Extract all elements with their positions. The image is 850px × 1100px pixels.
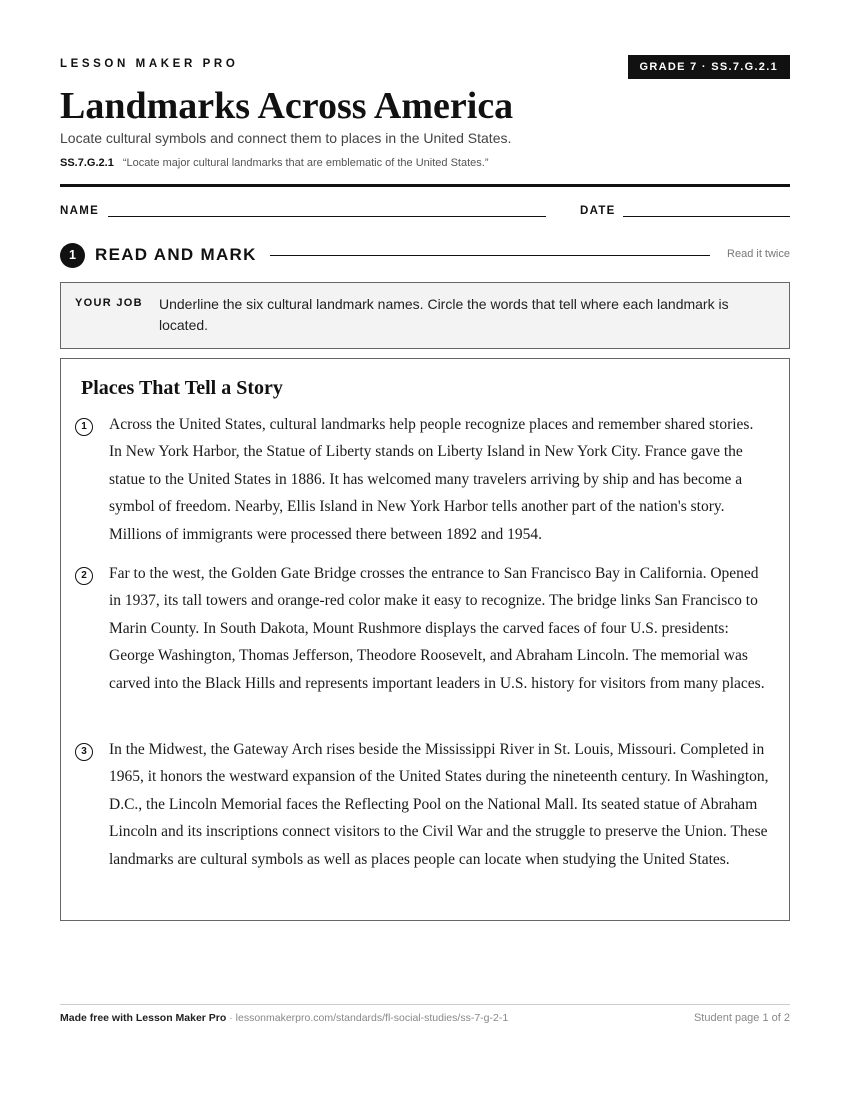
paragraph-text: Across the United States, cultural landmarks help people recognize places and remember shared stories. In New York Harbor, the Statue of Liberty stands on Liberty Island in New York City. France gave the statue to the United States in 1886. It has welcomed many travelers arriving by ship and has become a symbol of freedom. Nearby, Ellis Island in New York Harbor tells another part of the nation's story. Millions of immigrants were processed there between 1892 and 1954.: [109, 416, 754, 543]
instructions-text: Underline the six cultural landmark names. Circle the words that tell where each landmark is located.: [159, 296, 729, 333]
name-label: NAME: [60, 205, 100, 217]
paragraph-text: Far to the west, the Golden Gate Bridge crosses the entrance to San Francisco Bay in California. Opened in 1937, its tall towers and orange-red color make it easy to recognize. The bridge links San Francisco to Marin County. In South Dakota, Mount Rushmore displays the carved faces of four U.S. presidents: George Washington, Thomas Jefferson, Theodore Roosevelt, and Abraham Lincoln. The memorial was carved into the Black Hills and represents important leaders in U.S. history for visitors from many places.: [109, 565, 765, 692]
footer-credit: [60, 1012, 508, 1024]
page-subtitle: Locate cultural symbols and connect them to places in the United States.: [60, 130, 512, 146]
page-title: Landmarks Across America: [60, 85, 514, 127]
paragraph-text: In the Midwest, the Gateway Arch rises beside the Mississippi River in St. Louis, Missouri. Completed in 1965, it honors the westward expansion of the United States during the nineteenth century. In Washington, D.C., the Lincoln Memorial faces the Reflecting Pool on the National Mall. Its seated statue of Abraham Lincoln and its inscriptions connect visitors to the Civil War and the struggle to preserve the Union. These landmarks are cultural symbols as well as places people can locate when studying the United States.: [109, 741, 769, 868]
section-title: READ AND MARK: [95, 245, 257, 264]
name-field[interactable]: [108, 216, 546, 217]
paragraph-number: 2: [75, 567, 93, 585]
brand-name: LESSON MAKER PRO: [60, 58, 239, 70]
reading-passage: [60, 358, 790, 921]
standard-code: SS.7.G.2.1: [60, 157, 114, 169]
passage-title: Places That Tell a Story: [81, 377, 283, 399]
section-hint: Read it twice: [727, 248, 790, 260]
header-divider: [60, 184, 790, 187]
footer-page-number: Student page 1 of 2: [693, 1012, 790, 1024]
footer-divider: [60, 1004, 790, 1005]
standard-line: [60, 157, 489, 169]
instructions-label: YOUR JOB: [75, 297, 143, 309]
date-field[interactable]: [623, 216, 790, 217]
footer-url: · lessonmakerpro.com/standards/fl-social-studies/ss-7-g-2-1: [226, 1012, 509, 1024]
date-label: DATE: [580, 205, 616, 217]
worksheet-page: [60, 0, 790, 1100]
paragraph-number: 3: [75, 743, 93, 761]
section-divider: [270, 255, 710, 256]
instructions-box: [60, 282, 790, 349]
standard-quote: “Locate major cultural landmarks that are emblematic of the United States.”: [122, 157, 489, 169]
grade-badge: GRADE 7 · SS.7.G.2.1: [628, 55, 790, 79]
footer-made-with: Made free with Lesson Maker Pro: [60, 1012, 227, 1024]
section-number-badge: 1: [60, 243, 85, 268]
paragraph-number: 1: [75, 418, 93, 436]
